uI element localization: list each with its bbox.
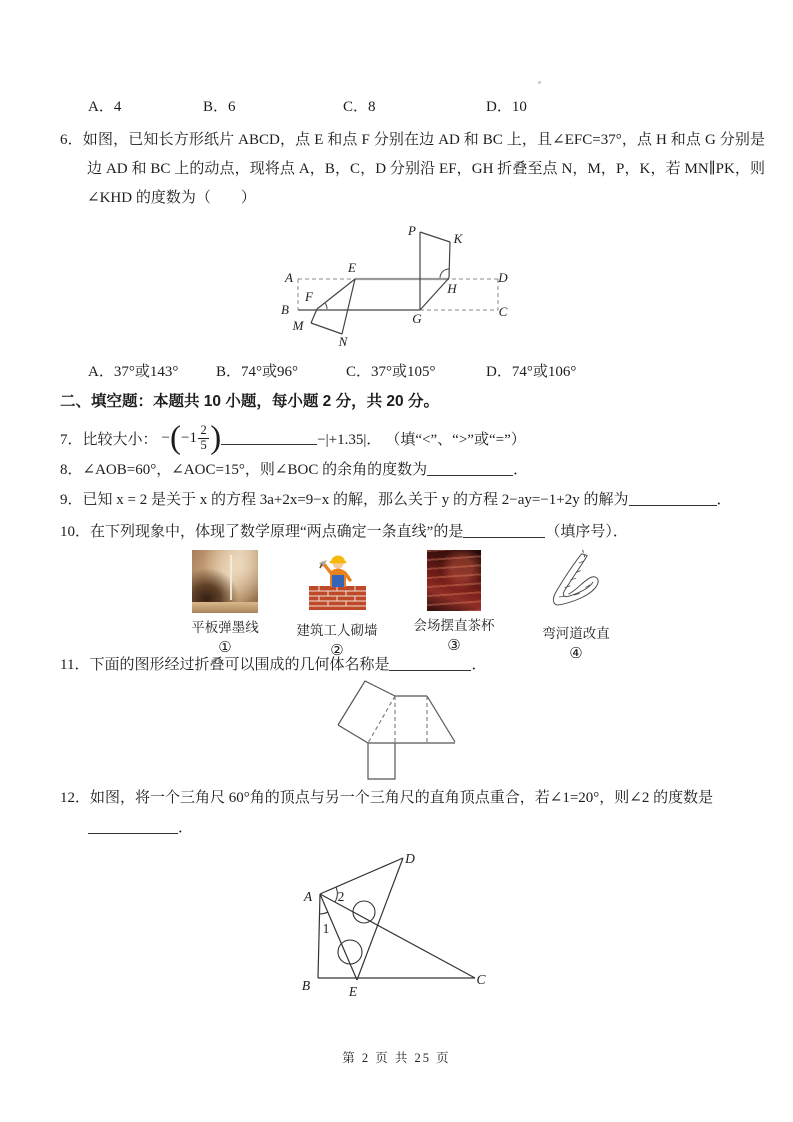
fig6-label-G: G bbox=[412, 311, 422, 326]
phenomenon-number: ② bbox=[330, 643, 344, 659]
fraction-numerator: 2 bbox=[198, 424, 209, 438]
q7-number: 7． bbox=[60, 431, 83, 448]
option-b: B．74°或96° bbox=[216, 364, 299, 380]
section-2-header: 二、填空题：本题共 10 小题，每小题 2 分，共 20 分。 bbox=[60, 393, 439, 410]
q8-number: 8． bbox=[60, 462, 83, 478]
river-straighten-drawing bbox=[534, 548, 618, 614]
option-d: D．10 bbox=[486, 99, 527, 115]
fig6-label-D: D bbox=[498, 270, 508, 285]
q12-text: 如图，将一个三角尺 60°角的顶点与另一个三角尺的直角顶点重合，若∠1=20°，则∠2 的度数是 bbox=[90, 790, 714, 806]
phenomenon-item-2 bbox=[296, 550, 378, 660]
fig6-solid-lines bbox=[298, 232, 450, 334]
fig12-lines bbox=[318, 858, 475, 980]
question-6-text: 6．如图，已知长方形纸片 ABCD，点 E 和点 F 分别在边 AD 和 BC 上，且∠EFC=37°，点 H 和点 G 分别是边 AD 和 BC 上的动点，现将点 A，B，C，D 分别沿 EF，GH 折叠至点 N，M，P，K，若 MN∥PK，则∠KHD 的度数为（ ） bbox=[60, 132, 765, 206]
fig6-label-F: F bbox=[305, 289, 313, 304]
q12-number: 12． bbox=[60, 790, 91, 806]
q9-suffix: ． bbox=[716, 492, 732, 508]
q8-suffix: ． bbox=[513, 462, 529, 478]
q11-text: 下面的图形经过折叠可以围成的几何体名称是 bbox=[89, 657, 390, 673]
answer-blank bbox=[221, 431, 317, 445]
q7-fraction bbox=[198, 424, 209, 451]
fig6-label-B: B bbox=[281, 302, 289, 317]
fig6-labels bbox=[281, 223, 508, 349]
fig12-label-C: C bbox=[476, 972, 486, 987]
question-9 bbox=[60, 486, 750, 515]
fig12-ruler-holes bbox=[338, 901, 375, 964]
fig12-label-A: A bbox=[303, 889, 313, 904]
question-8 bbox=[60, 456, 740, 485]
fig12-label-angle1: 1 bbox=[322, 921, 330, 936]
phenomenon-item-1 bbox=[185, 550, 265, 657]
ruler-hole-lower bbox=[338, 940, 362, 964]
question-12-text bbox=[60, 784, 765, 813]
question-12-blank-line bbox=[88, 816, 193, 837]
answer-blank bbox=[629, 492, 717, 506]
fig6-angle-arcs bbox=[325, 269, 449, 309]
q12-suffix: ． bbox=[178, 820, 194, 836]
fraction-denominator: 5 bbox=[200, 437, 207, 452]
q9-number: 9． bbox=[60, 492, 83, 508]
phenomenon-number: ④ bbox=[569, 646, 583, 662]
fig6-label-H: H bbox=[447, 281, 457, 296]
option-a: A．4 bbox=[88, 99, 122, 115]
question-7: 7． 比较大小： − ( −1 $\frac{2}{5}$ ) −|+1.35|． （填“<”、“>”或“=”） bbox=[60, 420, 526, 456]
fig6-label-N: N bbox=[338, 334, 348, 349]
bricklayer-cartoon bbox=[307, 550, 368, 611]
answer-blank bbox=[463, 524, 545, 538]
q11-number: 11． bbox=[60, 657, 90, 673]
phenomenon-number: ③ bbox=[447, 638, 461, 654]
q9-text: 已知 x = 2 是关于 x 的方程 3a+2x=9−x 的解，那么关于 y 的方程 2−ay=−1+2y 的解为 bbox=[82, 492, 629, 508]
teacups-photo bbox=[427, 550, 481, 611]
page-footer: 第 2 页 共 25 页 bbox=[342, 1051, 451, 1065]
fig6-label-C: C bbox=[498, 304, 508, 319]
q10-suffix: （填序号）． bbox=[545, 524, 628, 540]
option-a: A．37°或143° bbox=[88, 364, 179, 380]
option-c: C．37°或105° bbox=[346, 364, 436, 380]
ruler-hole-upper bbox=[353, 901, 375, 923]
fig11-solid-edges bbox=[338, 681, 455, 779]
chalk-line-photo bbox=[192, 550, 258, 613]
q10-number: 10． bbox=[60, 524, 91, 540]
q7-mixed-whole: −1 bbox=[181, 429, 197, 446]
fig6-rectangle-fold-diagram bbox=[278, 220, 513, 352]
phenomenon-caption: 建筑工人砌墙 bbox=[296, 623, 378, 638]
q7-right-expr: −|+1.35|． bbox=[317, 431, 382, 448]
fig6-label-P: P bbox=[408, 223, 416, 238]
fig11-solid-net-diagram bbox=[330, 674, 465, 786]
answer-blank bbox=[389, 657, 471, 671]
q11-suffix: ． bbox=[471, 657, 487, 673]
q7-hint: （填“<”、“>”或“=”） bbox=[385, 431, 526, 448]
phenomenon-number: ① bbox=[218, 640, 232, 656]
q8-text: ∠AOB=60°，∠AOC=15°，则∠BOC 的余角的度数为 bbox=[82, 462, 428, 478]
question-10 bbox=[60, 518, 740, 547]
option-c: C．8 bbox=[343, 99, 376, 115]
q5-options-row bbox=[88, 97, 527, 117]
fig12-label-B: B bbox=[301, 978, 311, 993]
answer-blank bbox=[427, 462, 513, 476]
q7-lead: 比较大小： bbox=[82, 431, 158, 448]
fig12-label-E: E bbox=[348, 984, 358, 999]
answer-blank bbox=[88, 820, 178, 834]
fig6-dashed-rectangle bbox=[298, 279, 498, 310]
fig6-label-A: A bbox=[285, 270, 293, 285]
phenomenon-item-3 bbox=[408, 550, 500, 655]
phenomenon-caption: 弯河道改直 bbox=[542, 626, 610, 641]
fig11-fold-lines bbox=[368, 696, 427, 743]
phenomenon-caption: 平板弹墨线 bbox=[191, 620, 259, 635]
fig12-labels bbox=[302, 851, 487, 999]
option-d: D．74°或106° bbox=[486, 364, 577, 380]
fig12-label-D: D bbox=[405, 851, 415, 866]
fig6-label-M: M bbox=[292, 318, 304, 333]
fig6-label-K: K bbox=[453, 231, 463, 246]
phenomenon-item-4 bbox=[528, 548, 624, 663]
q6-options-row bbox=[88, 362, 576, 382]
stray-speck bbox=[538, 81, 541, 84]
fig6-label-E: E bbox=[348, 260, 356, 275]
q7-minus: − bbox=[161, 429, 170, 446]
fig12-label-angle2: 2 bbox=[337, 889, 345, 904]
option-b: B．6 bbox=[203, 99, 236, 115]
phenomenon-caption: 会场摆直茶杯 bbox=[413, 618, 495, 633]
q10-text: 在下列现象中，体现了数学原理“两点确定一条直线”的是 bbox=[90, 524, 464, 540]
fig12-triangle-rulers-diagram bbox=[285, 843, 497, 1001]
